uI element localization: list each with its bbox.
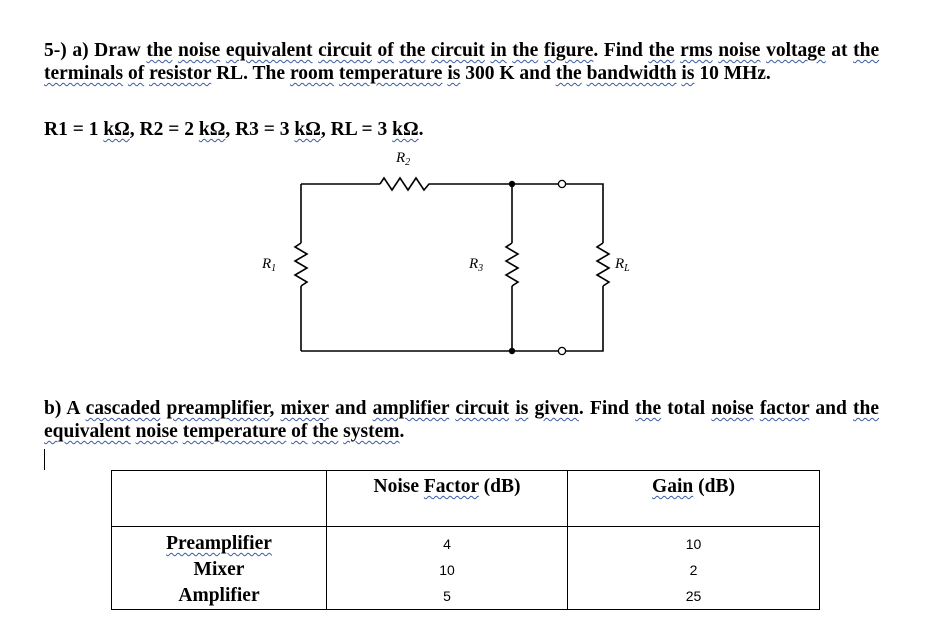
stage-name bbox=[112, 557, 326, 583]
junction-dot-bottom bbox=[509, 348, 515, 354]
text-run: , bbox=[269, 398, 281, 419]
underlined-word: temperature bbox=[182, 421, 287, 442]
underlined-word: kΩ bbox=[294, 119, 321, 140]
underlined-word: figure bbox=[543, 40, 594, 61]
text-run: and bbox=[328, 398, 373, 419]
underlined-word: room bbox=[289, 63, 334, 84]
rl-label: $R_L$ bbox=[615, 256, 630, 274]
text-run: 300 K and bbox=[460, 63, 556, 84]
junction-dot-top bbox=[509, 181, 515, 187]
underlined-word: cascaded bbox=[85, 398, 161, 419]
terminal-bottom bbox=[558, 347, 565, 354]
stage-names-cell bbox=[112, 527, 327, 610]
r2-label: $R_2$ bbox=[396, 150, 411, 168]
underlined-word: equivalent bbox=[44, 421, 131, 442]
text-run: . Find bbox=[593, 40, 649, 61]
text-run: b) A bbox=[44, 398, 86, 419]
underlined-word: resistor bbox=[149, 63, 212, 84]
underlined-word: kΩ bbox=[103, 119, 130, 140]
underlined-word: noise bbox=[718, 40, 761, 61]
noise-factor-value: 4 bbox=[443, 536, 451, 552]
underlined-word: the bbox=[312, 421, 339, 442]
question-5b-text bbox=[44, 397, 879, 443]
resistor-rl-symbol bbox=[597, 243, 609, 286]
wire-right-top bbox=[566, 184, 603, 243]
underlined-word: is bbox=[681, 63, 695, 84]
header-noise-factor: Noise Factor (dB) bbox=[327, 471, 568, 527]
text-run: RL. The bbox=[211, 63, 290, 84]
noise-factor-value: 10 bbox=[439, 562, 455, 578]
r3-label: $R_3$ bbox=[469, 256, 484, 274]
gain-value: 25 bbox=[685, 588, 702, 604]
text-run: and bbox=[809, 398, 854, 419]
underlined-word: given bbox=[534, 398, 579, 419]
table-header-row bbox=[112, 471, 820, 527]
underlined-word: the bbox=[146, 40, 173, 61]
question-5a-body bbox=[44, 40, 879, 84]
resistor-r3-symbol bbox=[506, 243, 518, 286]
text-run: at bbox=[825, 40, 854, 61]
underlined-word: circuit bbox=[431, 40, 485, 61]
underlined-word: is bbox=[515, 398, 529, 419]
question-5a-text bbox=[44, 39, 879, 85]
underlined-word: in bbox=[490, 40, 507, 61]
underlined-word: system bbox=[343, 421, 400, 442]
underlined-word: factor bbox=[759, 398, 810, 419]
gain-value: 10 bbox=[685, 536, 702, 552]
question-5a-intro: 5-) a) Draw bbox=[44, 40, 147, 61]
text-run: R1 = 1 bbox=[44, 119, 104, 140]
stage-name-text: Preamplifier bbox=[166, 533, 272, 554]
underlined-word: circuit bbox=[455, 398, 510, 419]
text-run: , R2 = 2 bbox=[129, 119, 199, 140]
stage-name-text: Amplifier bbox=[178, 585, 260, 606]
underlined-word: the bbox=[555, 63, 582, 84]
underlined-word: of bbox=[377, 40, 394, 61]
underlined-word: bandwidth bbox=[586, 63, 677, 84]
underlined-word: mixer bbox=[280, 398, 329, 419]
underlined-word: temperature bbox=[338, 63, 443, 84]
underlined-word: of bbox=[127, 63, 145, 84]
underlined-word: the bbox=[399, 40, 426, 61]
gain-values-cell bbox=[568, 527, 820, 610]
header-gain: Gain (dB) bbox=[568, 471, 820, 527]
resistor-r2-symbol bbox=[380, 178, 433, 190]
text-run: . bbox=[399, 421, 405, 442]
noise-factor-values-cell bbox=[327, 527, 568, 610]
stage-name bbox=[112, 531, 326, 557]
underlined-word: amplifier bbox=[372, 398, 450, 419]
underlined-word: the bbox=[512, 40, 539, 61]
stage-name bbox=[112, 583, 326, 609]
header-empty bbox=[112, 471, 327, 527]
resistor-values-line bbox=[44, 118, 423, 141]
underlined-word: the bbox=[853, 398, 880, 419]
underlined-word: the bbox=[635, 398, 662, 419]
wire-right-bottom bbox=[566, 286, 603, 351]
underlined-word: voltage bbox=[766, 40, 826, 61]
underlined-word: circuit bbox=[318, 40, 372, 61]
underlined-word: preamplifier bbox=[166, 398, 270, 419]
gain-value: 2 bbox=[689, 562, 698, 578]
underlined-word: rms bbox=[680, 40, 713, 61]
noise-factor-value: 5 bbox=[443, 588, 451, 604]
underlined-word: noise bbox=[711, 398, 754, 419]
underlined-word: noise bbox=[135, 421, 178, 442]
resistor-r1-symbol bbox=[295, 243, 307, 286]
underlined-word: terminals bbox=[44, 63, 124, 84]
text-run: . Find bbox=[578, 398, 636, 419]
stage-table bbox=[111, 470, 820, 610]
text-run: 10 MHz. bbox=[694, 63, 771, 84]
underlined-word: equivalent bbox=[225, 40, 313, 61]
text-cursor bbox=[44, 449, 45, 470]
text-run: , RL = 3 bbox=[320, 119, 393, 140]
table-body-row bbox=[112, 527, 820, 610]
text-run: , R3 = 3 bbox=[225, 119, 295, 140]
terminal-top bbox=[558, 180, 565, 187]
underlined-word: kΩ bbox=[392, 119, 419, 140]
underlined-word: of bbox=[291, 421, 308, 442]
stage-name-text: Mixer bbox=[193, 559, 245, 580]
underlined-word: the bbox=[853, 40, 880, 61]
text-run: . bbox=[418, 119, 424, 140]
underlined-word: is bbox=[447, 63, 461, 84]
text-run: total bbox=[661, 398, 712, 419]
underlined-word: the bbox=[648, 40, 675, 61]
r1-label: $R_1$ bbox=[262, 256, 277, 274]
underlined-word: noise bbox=[177, 40, 221, 61]
underlined-word: kΩ bbox=[198, 119, 226, 140]
